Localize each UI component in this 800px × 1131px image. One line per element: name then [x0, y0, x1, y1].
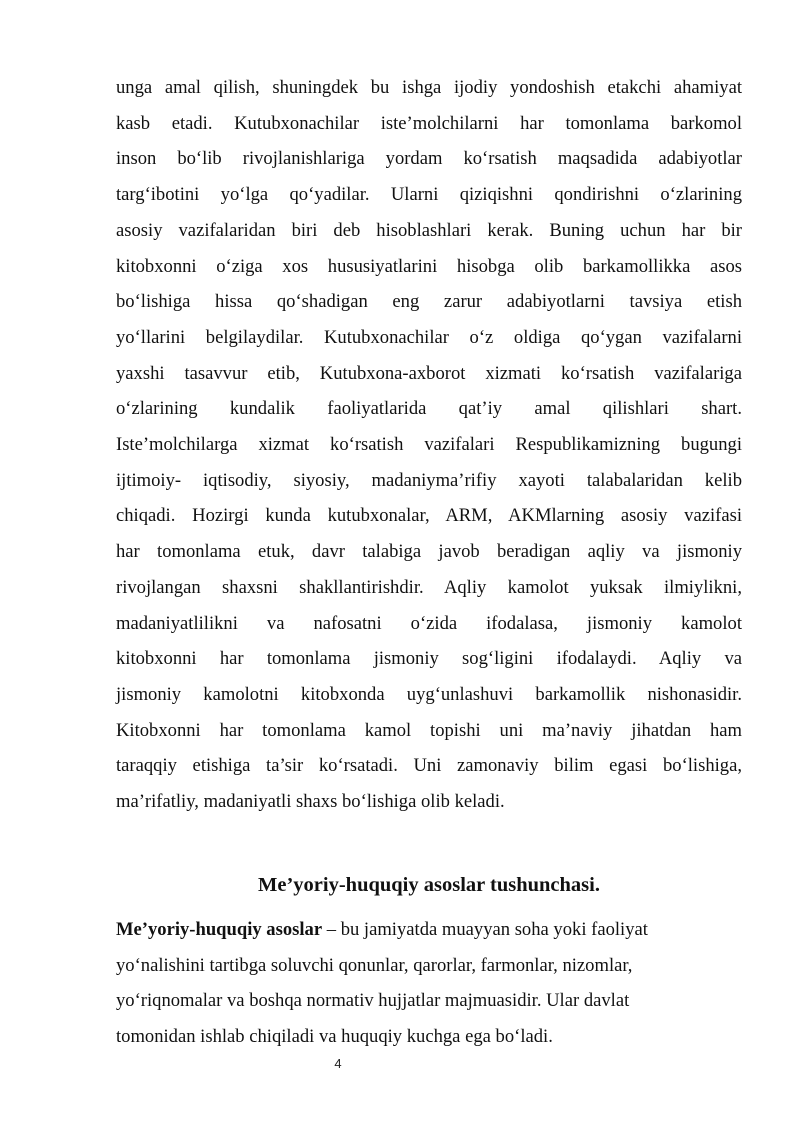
definition-line: yo‘nalishini tartibga soluvchi qonunlar, qarorlar, farmonlar, nizomlar,	[116, 954, 633, 976]
definition-line: yo‘riqnomalar va boshqa normativ hujjatlar majmuasidir. Ular davlat	[116, 990, 630, 1012]
paragraph-line: madaniyatlilikni va nafosatni o‘zida ifodalasa, jismoniy kamolot	[116, 612, 742, 634]
definition-term: Me’yoriy-huquqiy asoslar	[116, 919, 323, 940]
document-page	[116, 70, 742, 1048]
paragraph-line: jismoniy kamolotni kitobxonda uyg‘unlashuvi barkamollik nishonasidir.	[116, 683, 742, 705]
paragraph-line: ma’rifatliy, madaniyatli shaxs bo‘lishiga olib keladi.	[116, 791, 505, 813]
definition-first-line	[116, 912, 742, 948]
paragraph-line: inson bo‘lib rivojlanishlariga yordam ko‘rsatish maqsadida adabiyotlar	[116, 148, 742, 170]
definition-paragraph	[116, 912, 742, 1055]
paragraph-line: kasb etadi. Kutubxonachilar iste’molchilarni har tomonlama barkomol	[116, 112, 742, 134]
paragraph-line: ijtimoiy- iqtisodiy, siyosiy, madaniyma’rifiy xayoti talabalaridan kelib	[116, 469, 742, 491]
paragraph-line: kitobxonni har tomonlama jismoniy sog‘ligini ifodalaydi. Aqliy va	[116, 648, 742, 670]
paragraph-line: Kitobxonni har tomonlama kamol topishi uni ma’naviy jihatdan ham	[116, 719, 742, 741]
paragraph-line: asosiy vazifalaridan biri deb hisoblashlari kerak. Buning uchun har bir	[116, 219, 742, 241]
paragraph-line: targ‘ibotini yo‘lga qo‘yadilar. Ularni qiziqishni qondirishni o‘zlarining	[116, 184, 742, 206]
paragraph-line: bo‘lishiga hissa qo‘shadigan eng zarur adabiyotlarni tavsiya etish	[116, 291, 742, 313]
page-number: 4	[334, 1056, 342, 1071]
paragraph-line: kitobxonni o‘ziga xos hususiyatlarini hisobga olib barkamollikka asos	[116, 255, 742, 277]
paragraph-line: yo‘llarini belgilaydilar. Kutubxonachilar o‘z oldiga qo‘ygan vazifalarni	[116, 326, 742, 348]
body-paragraph	[116, 70, 742, 820]
paragraph-line: Iste’molchilarga xizmat ko‘rsatish vazifalari Respublikamizning bugungi	[116, 434, 742, 456]
paragraph-line: taraqqiy etishiga ta’sir ko‘rsatadi. Uni zamonaviy bilim egasi bo‘lishiga,	[116, 755, 742, 777]
paragraph-line: o‘zlarining kundalik faoliyatlarida qat’iy amal qilishlari shart.	[116, 398, 742, 420]
paragraph-line: har tomonlama etuk, davr talabiga javob beradigan aqliy va jismoniy	[116, 541, 742, 563]
paragraph-line: rivojlangan shaxsni shakllantirishdir. Aqliy kamolot yuksak ilmiylikni,	[116, 576, 742, 598]
paragraph-line: chiqadi. Hozirgi kunda kutubxonalar, ARM, AKMlarning asosiy vazifasi	[116, 505, 742, 527]
definition-text: – bu jamiyatda muayyan soha yoki faoliyat	[322, 919, 648, 940]
section-heading: Me’yoriy-huquqiy asoslar tushunchasi.	[258, 874, 600, 896]
paragraph-line: unga amal qilish, shuningdek bu ishga ijodiy yondoshish etakchi ahamiyat	[116, 77, 742, 98]
definition-line: tomonidan ishlab chiqiladi va huquqiy kuchga ega bo‘ladi.	[116, 1026, 553, 1048]
paragraph-line: yaxshi tasavvur etib, Kutubxona-axborot xizmati ko‘rsatish vazifalariga	[116, 362, 742, 384]
